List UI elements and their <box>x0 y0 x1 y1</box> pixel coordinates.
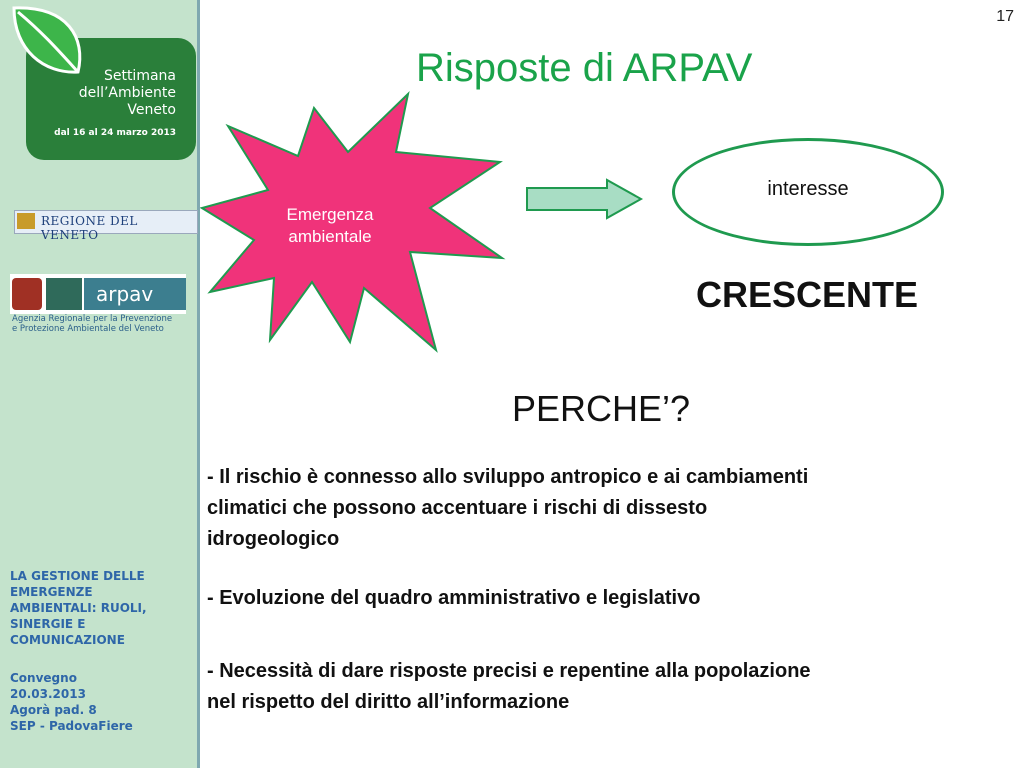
lion-icon <box>12 278 42 310</box>
ellipse-label: interesse <box>767 178 849 200</box>
result-label: CRESCENTE <box>696 274 919 315</box>
question-heading: PERCHE’? <box>512 388 691 429</box>
arpav-logo-name: arpav <box>96 282 154 306</box>
regione-veneto-logo <box>14 210 198 242</box>
shield-icon <box>17 213 35 229</box>
regione-logo-text: REGIONE DEL VENETO <box>41 214 138 242</box>
logo-dates: dal 16 al 24 marzo 2013 <box>54 128 176 138</box>
logo-line3: Veneto <box>127 102 176 118</box>
arpav-logo-caption: Agenzia Regionale per la Prevenzione e Protezione Ambientale del Veneto <box>12 314 173 334</box>
bullet-item: - Necessità di dare risposte precisi e repentine alla popolazione nel rispetto del diritto all’informazione <box>207 660 811 713</box>
bullet-item: - Evoluzione del quadro amministrativo e legislativo <box>207 587 701 609</box>
slide-title: Risposte di ARPAV <box>416 46 753 90</box>
event-title: LA GESTIONE DELLE EMERGENZE AMBIENTALI: RUOLI, SINERGIE E COMUNICAZIONE <box>10 569 147 647</box>
event-info: Convegno 20.03.2013 Agorà pad. 8 SEP - PadovaFiere <box>10 671 133 733</box>
logo-line1: Settimana <box>103 68 176 84</box>
sidebar <box>0 0 200 768</box>
leaf-icon <box>8 2 88 80</box>
arpav-logo <box>10 274 188 338</box>
wave-icon <box>46 278 82 310</box>
right-arrow-icon <box>525 178 645 220</box>
logo-line2: dell’Ambiente <box>78 85 176 101</box>
burst-label: Emergenza ambientale <box>286 205 374 246</box>
page-number: 17 <box>996 8 1014 25</box>
bullet-item: - Il rischio è connesso allo sviluppo antropico e ai cambiamenti climatici che possono accentuare i rischi di dissesto idrogeologico <box>207 466 809 550</box>
